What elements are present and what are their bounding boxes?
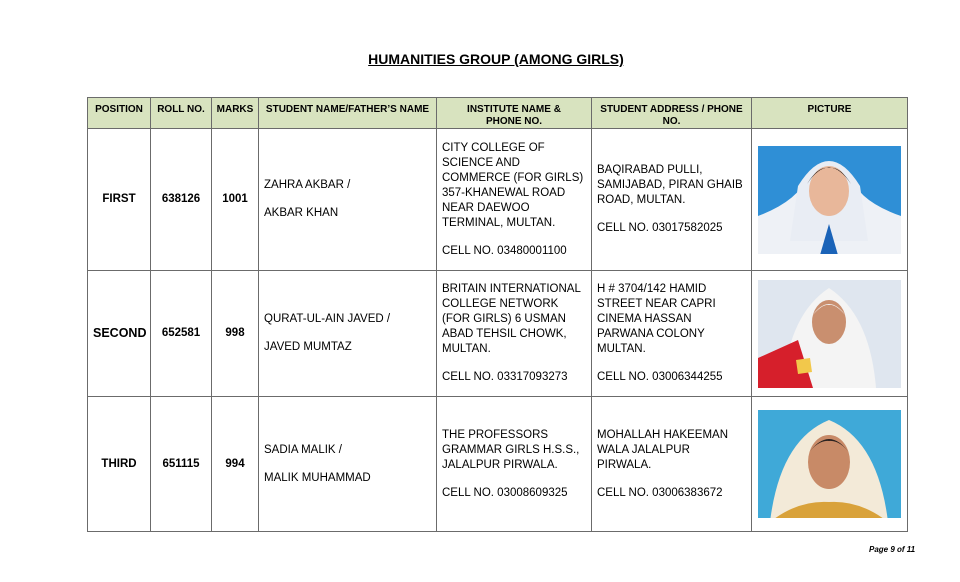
institute-line: CITY COLLEGE OF xyxy=(442,141,545,154)
institute-line: SCIENCE AND xyxy=(442,156,520,169)
father-name: MALIK MUHAMMAD xyxy=(264,471,371,484)
marks-cell: 998 xyxy=(212,271,259,397)
header-roll-no: ROLL NO. xyxy=(151,98,212,129)
institute-line: JALALPUR PIRWALA. xyxy=(442,458,558,471)
student-name: QURAT-UL-AIN JAVED / xyxy=(264,313,391,325)
address-line: WALA JALALPUR xyxy=(597,443,690,456)
institute-line: ABAD TEHSIL CHOWK, xyxy=(442,328,567,340)
address-line: MULTAN. xyxy=(597,343,646,355)
institute-cell xyxy=(437,129,592,271)
institute-line: THE PROFESSORS xyxy=(442,428,549,441)
address-cell xyxy=(592,129,752,271)
page-title: HUMANITIES GROUP (AMONG GIRLS) xyxy=(368,51,624,67)
address-line: BAQIRABAD PULLI, xyxy=(597,164,703,176)
institute-cell xyxy=(437,271,592,397)
picture-cell xyxy=(752,397,908,532)
institute-phone: CELL NO. 03317093273 xyxy=(442,371,568,383)
header-institute xyxy=(437,98,592,129)
table-row xyxy=(88,129,908,271)
address-cell xyxy=(592,271,752,397)
address-line: H # 3704/142 HAMID xyxy=(597,283,707,295)
table-row xyxy=(88,397,908,532)
student-photo xyxy=(758,410,901,518)
header-position: POSITION xyxy=(88,98,151,129)
header-address xyxy=(592,98,752,129)
table-header-row xyxy=(88,98,908,129)
table-row xyxy=(88,271,908,397)
father-name: AKBAR KHAN xyxy=(264,207,339,219)
header-institute-line2: PHONE NO. xyxy=(485,116,543,127)
institute-line: NEAR DAEWOO xyxy=(442,201,530,214)
institute-line: COMMERCE (FOR GIRLS) xyxy=(442,171,584,184)
roll-no-cell: 652581 xyxy=(151,271,212,397)
student-name: SADIA MALIK / xyxy=(264,443,342,456)
header-address-line2: NO. xyxy=(662,116,681,127)
address-phone: CELL NO. 03017582025 xyxy=(597,222,723,234)
institute-line: 357-KHANEWAL ROAD xyxy=(442,186,566,199)
address-line: MOHALLAH HAKEEMAN xyxy=(597,428,729,441)
header-marks: MARKS xyxy=(212,98,259,129)
address-line: ROAD, MULTAN. xyxy=(597,194,686,206)
institute-line: COLLEGE NETWORK xyxy=(442,298,559,310)
address-line: SAMIJABAD, PIRAN GHAIB xyxy=(597,179,743,191)
address-phone: CELL NO. 03006344255 xyxy=(597,371,723,383)
student-name-cell xyxy=(259,271,437,397)
header-address-line1: STUDENT ADDRESS / PHONE xyxy=(600,104,743,115)
institute-line: (FOR GIRLS) 6 USMAN xyxy=(442,313,566,325)
father-name: JAVED MUMTAZ xyxy=(264,341,352,353)
institute-cell xyxy=(437,397,592,532)
address-phone: CELL NO. 03006383672 xyxy=(597,486,723,499)
header-student-name: STUDENT NAME/FATHER’S NAME xyxy=(259,98,437,129)
marks-cell: 994 xyxy=(212,397,259,532)
institute-phone: CELL NO. 03008609325 xyxy=(442,486,568,499)
picture-cell xyxy=(752,129,908,271)
page-number: Page 9 of 11 xyxy=(869,545,916,554)
position-cell: SECOND xyxy=(88,271,151,397)
student-name-cell xyxy=(259,129,437,271)
roll-no-cell: 638126 xyxy=(151,129,212,271)
address-line: PIRWALA. xyxy=(597,458,652,471)
institute-line: MULTAN. xyxy=(442,343,491,355)
position-cell: THIRD xyxy=(88,397,151,532)
roll-no-cell: 651115 xyxy=(151,397,212,532)
student-photo xyxy=(758,280,901,388)
student-name: ZAHRA AKBAR / xyxy=(264,179,351,191)
marks-cell: 1001 xyxy=(212,129,259,271)
address-cell xyxy=(592,397,752,532)
header-picture: PICTURE xyxy=(752,98,908,129)
picture-cell xyxy=(752,271,908,397)
institute-line: GRAMMAR GIRLS H.S.S., xyxy=(442,443,580,456)
header-institute-line1: INSTITUTE NAME & xyxy=(467,104,561,115)
institute-line: BRITAIN INTERNATIONAL xyxy=(442,283,581,295)
address-line: STREET NEAR CAPRI xyxy=(597,298,716,310)
address-line: CINEMA HASSAN xyxy=(597,313,692,325)
institute-phone: CELL NO. 03480001100 xyxy=(442,244,567,257)
student-photo xyxy=(758,146,901,254)
results-table xyxy=(87,97,908,532)
address-line: PARWANA COLONY xyxy=(597,328,705,340)
student-name-cell xyxy=(259,397,437,532)
position-cell: FIRST xyxy=(88,129,151,271)
institute-line: TERMINAL, MULTAN. xyxy=(442,216,556,229)
